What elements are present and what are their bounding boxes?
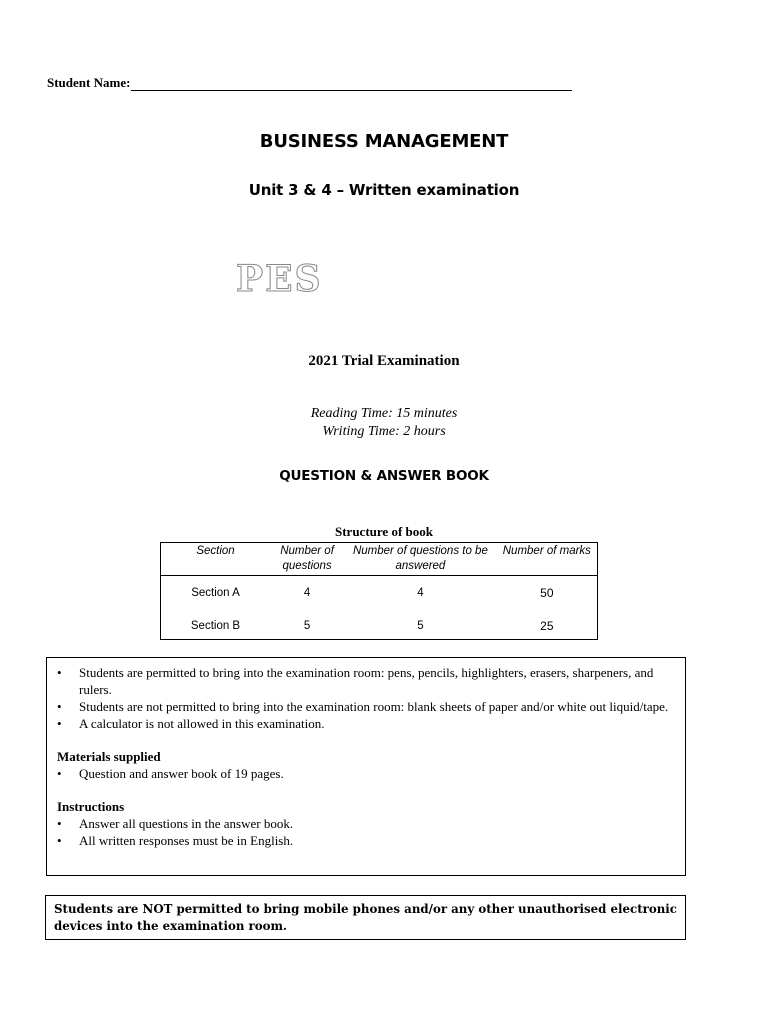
- structure-header-row: [161, 543, 597, 576]
- page-subtitle: Unit 3 & 4 – Written examination: [248, 181, 520, 199]
- instructions-list: [57, 815, 675, 849]
- list-item: • A calculator is not allowed in this examination.: [57, 715, 675, 732]
- to-answer-cell: 4: [417, 586, 424, 599]
- writing-time: Writing Time: 2 hours: [322, 424, 446, 439]
- section-cell: Section B: [190, 619, 241, 632]
- permitted-list: [57, 664, 675, 732]
- list-item: • All written responses must be in English.: [57, 832, 675, 849]
- instructions-heading: Instructions: [57, 799, 125, 814]
- section-cell: Section A: [191, 586, 240, 599]
- marks-cell: 50: [540, 585, 554, 600]
- pes-logo: PES: [236, 258, 323, 300]
- table-row: [161, 609, 597, 642]
- rules-box: [46, 657, 686, 876]
- structure-caption: Structure of book: [335, 524, 433, 539]
- exam-times: [0, 405, 768, 441]
- marks-cell: 25: [540, 618, 554, 633]
- student-name-line: [131, 76, 572, 91]
- book-heading: QUESTION & ANSWER BOOK: [279, 468, 489, 484]
- student-name-field: [47, 75, 572, 91]
- header-to-answer: Number of questions to be answered: [344, 543, 497, 576]
- materials-heading: Materials supplied: [57, 749, 161, 764]
- to-answer-cell: 5: [417, 619, 424, 632]
- header-section: Section: [161, 543, 270, 576]
- list-item: • Question and answer book of 19 pages.: [57, 765, 675, 782]
- header-marks: Number of marks: [497, 543, 597, 576]
- structure-table: [160, 542, 598, 640]
- exam-title: 2021 Trial Examination: [308, 353, 460, 369]
- notice-box: Students are NOT permitted to bring mobile phones and/or any other unauthorised electronic devices into the examination room.: [45, 895, 686, 940]
- list-item: • Students are not permitted to bring into the examination room: blank sheets of paper and/or white out liquid/tape.: [57, 698, 675, 715]
- table-row: [161, 576, 597, 610]
- list-item: • Students are permitted to bring into the examination room: pens, pencils, highlighters, erasers, sharpeners, and rulers.: [57, 664, 675, 698]
- materials-list: [57, 765, 675, 782]
- header-questions: Number of questions: [270, 543, 344, 576]
- student-name-label: Student Name:: [47, 75, 131, 90]
- questions-cell: 5: [303, 619, 311, 632]
- list-item: • Answer all questions in the answer book.: [57, 815, 675, 832]
- questions-cell: 4: [303, 586, 311, 599]
- reading-time: Reading Time: 15 minutes: [310, 406, 458, 421]
- page-title: BUSINESS MANAGEMENT: [259, 131, 509, 152]
